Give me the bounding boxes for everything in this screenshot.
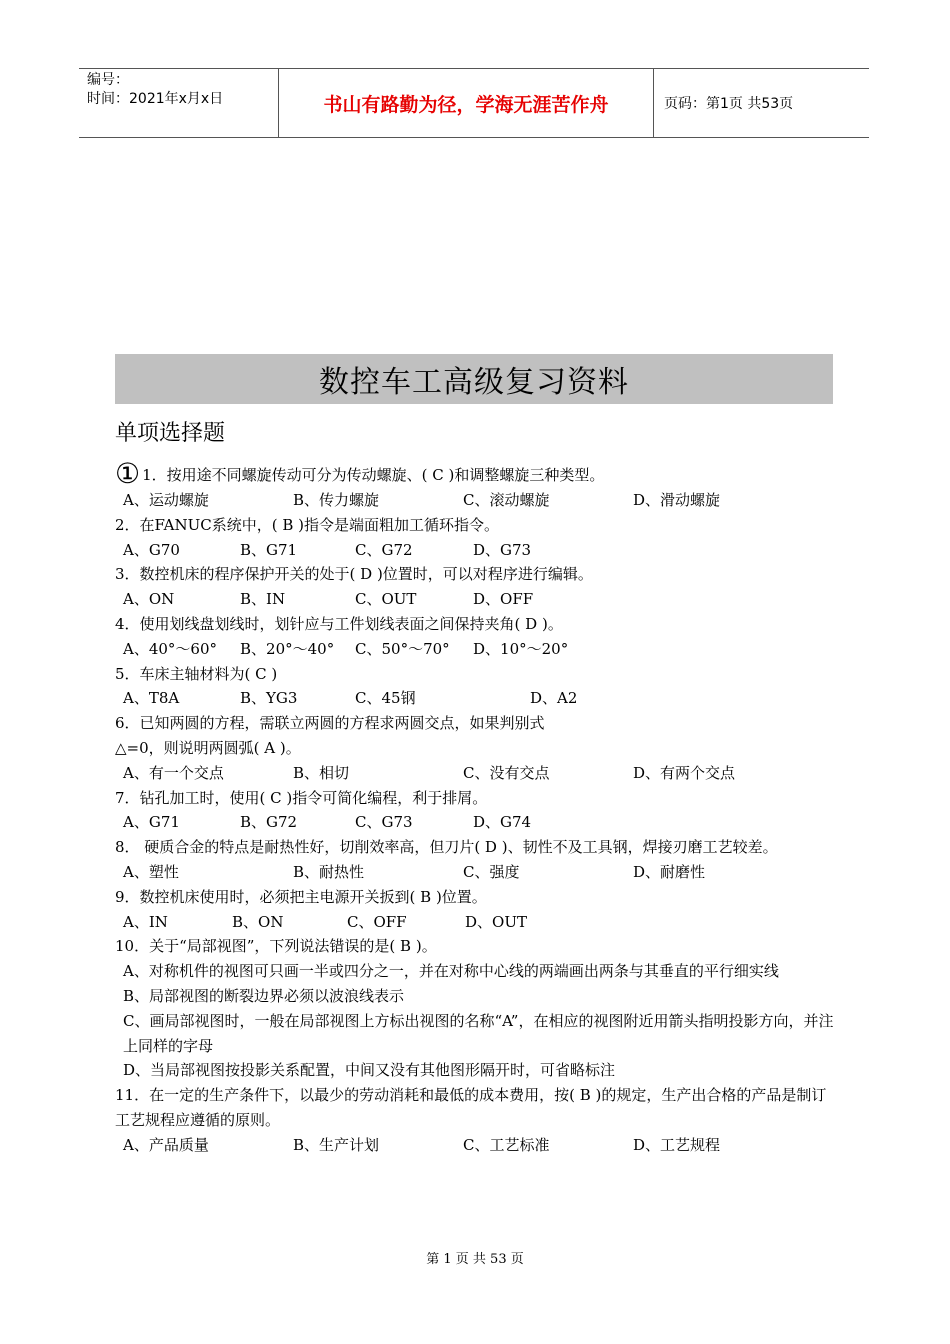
- option-a: A、产品质量: [123, 1135, 209, 1154]
- section-heading: 单项选择题: [115, 421, 226, 446]
- page-footer: 第 1 页 共 53 页: [426, 1252, 524, 1267]
- option-c: C、画局部视图时，一般在局部视图上方标出视图的名称“A”，在相应的视图附近用箭头指明投影方向，并注上同样的字母: [123, 1011, 834, 1055]
- question-5: 5．车床主轴材料为( C ): [115, 664, 278, 683]
- option-b: B、相切: [293, 763, 350, 782]
- options-7: [115, 810, 835, 835]
- option-a: A、G71: [123, 813, 180, 832]
- option-a: A、ON: [123, 590, 175, 609]
- question-10: 10．关于“局部视图”，下列说法错误的是( B )。: [115, 937, 437, 956]
- option-b: B、IN: [240, 590, 286, 609]
- option-c: C、45钢: [355, 689, 416, 708]
- question-6-line-2: △=0，则说明两圆弧( A )。: [115, 738, 301, 757]
- question-4: 4．使用划线盘划线时，划针应与工件划线表面之间保持夹角( D )。: [115, 614, 563, 633]
- option-c: C、50°～70°: [355, 639, 450, 658]
- option-c: C、强度: [463, 862, 520, 881]
- option-a: A、40°～60°: [123, 639, 218, 658]
- header-meta: [79, 69, 279, 137]
- option-c: C、G72: [355, 540, 413, 559]
- circle-number-mark: ①: [115, 457, 141, 490]
- option-a: A、T8A: [123, 689, 180, 708]
- question-8: 8． 硬质合金的特点是耐热性好，切削效率高，但刀片( D )、韧性不及工具钢，焊接刃磨工艺较差。: [115, 838, 778, 857]
- option-b: B、耐热性: [293, 862, 365, 881]
- option-d: D、OFF: [473, 590, 534, 609]
- option-a: A、有一个交点: [123, 763, 224, 782]
- option-d: D、G73: [473, 540, 532, 559]
- option-c: C、OFF: [347, 912, 407, 931]
- option-b: B、局部视图的断裂边界必须以波浪线表示: [123, 986, 405, 1005]
- question-1: [115, 457, 835, 490]
- option-a: A、塑性: [123, 862, 179, 881]
- options-2: [115, 538, 835, 563]
- question-11: 11．在一定的生产条件下，以最少的劳动消耗和最低的成本费用，按( B )的规定，生产出合格的产品是制订工艺规程应遵循的原则。: [115, 1086, 827, 1129]
- option-d: D、滑动螺旋: [633, 491, 721, 509]
- header-page-info: 页码：第1页 共53页: [664, 96, 794, 112]
- option-b: B、ON: [232, 912, 284, 931]
- options-3: [115, 587, 835, 612]
- option-a: A、G70: [123, 540, 180, 559]
- option-a: A、对称机件的视图可只画一半或四分之一，并在对称中心线的两端画出两条与其垂直的平行细实线: [123, 962, 779, 981]
- question-2: 2．在FANUC系统中，( B )指令是端面粗加工循环指令。: [115, 515, 499, 534]
- document-title: 数控车工高级复习资料: [115, 354, 833, 404]
- option-d: D、工艺规程: [633, 1135, 721, 1154]
- option-d: D、有两个交点: [633, 763, 736, 782]
- option-a: A、IN: [123, 912, 168, 931]
- header-motto: 书山有路勤为径，学海无涯苦作舟: [279, 69, 654, 137]
- options-9: [115, 910, 835, 935]
- option-b: B、20°～40°: [240, 639, 335, 658]
- option-c: C、没有交点: [463, 763, 550, 782]
- option-b: B、G71: [240, 540, 298, 559]
- options-4: [115, 637, 835, 662]
- option-d: D、G74: [473, 813, 532, 832]
- option-b: B、YG3: [240, 689, 298, 708]
- question-6-line-1: 6．已知两圆的方程，需联立两圆的方程求两圆交点，如果判别式: [115, 714, 545, 733]
- options-8: [115, 860, 835, 885]
- option-b: B、传力螺旋: [293, 491, 380, 509]
- option-d: D、OUT: [465, 912, 527, 931]
- option-d: D、当局部视图按投影关系配置，中间又没有其他图形隔开时，可省略标注: [123, 1061, 616, 1080]
- option-c: C、工艺标准: [463, 1135, 550, 1154]
- option-c: C、滚动螺旋: [463, 491, 550, 509]
- options-11: [115, 1133, 835, 1158]
- code-label: 编号：: [87, 72, 129, 88]
- options-6: [115, 761, 835, 786]
- option-a: A、运动螺旋: [123, 491, 209, 509]
- option-c: C、G73: [355, 813, 413, 832]
- question-3: 3．数控机床的程序保护开关的处于( D )位置时，可以对程序进行编辑。: [115, 565, 593, 584]
- page-header: [79, 68, 869, 138]
- option-d: D、10°～20°: [473, 639, 569, 658]
- question-7: 7．钻孔加工时，使用( C )指令可简化编程，利于排屑。: [115, 788, 488, 807]
- option-d: D、A2: [530, 689, 578, 708]
- option-b: B、生产计划: [293, 1135, 380, 1154]
- options-1: [115, 488, 835, 513]
- question-list: [115, 457, 835, 1158]
- time-label: 时间：2021年x月x日: [87, 91, 224, 107]
- option-b: B、G72: [240, 813, 298, 832]
- option-d: D、耐磨性: [633, 862, 706, 881]
- question-9: 9．数控机床使用时，必须把主电源开关扳到( B )位置。: [115, 887, 487, 906]
- options-5: [115, 686, 835, 711]
- question-text: 1．按用途不同螺旋传动可分为传动螺旋、( C )和调整螺旋三种类型。: [142, 466, 605, 485]
- option-c: C、OUT: [355, 590, 417, 609]
